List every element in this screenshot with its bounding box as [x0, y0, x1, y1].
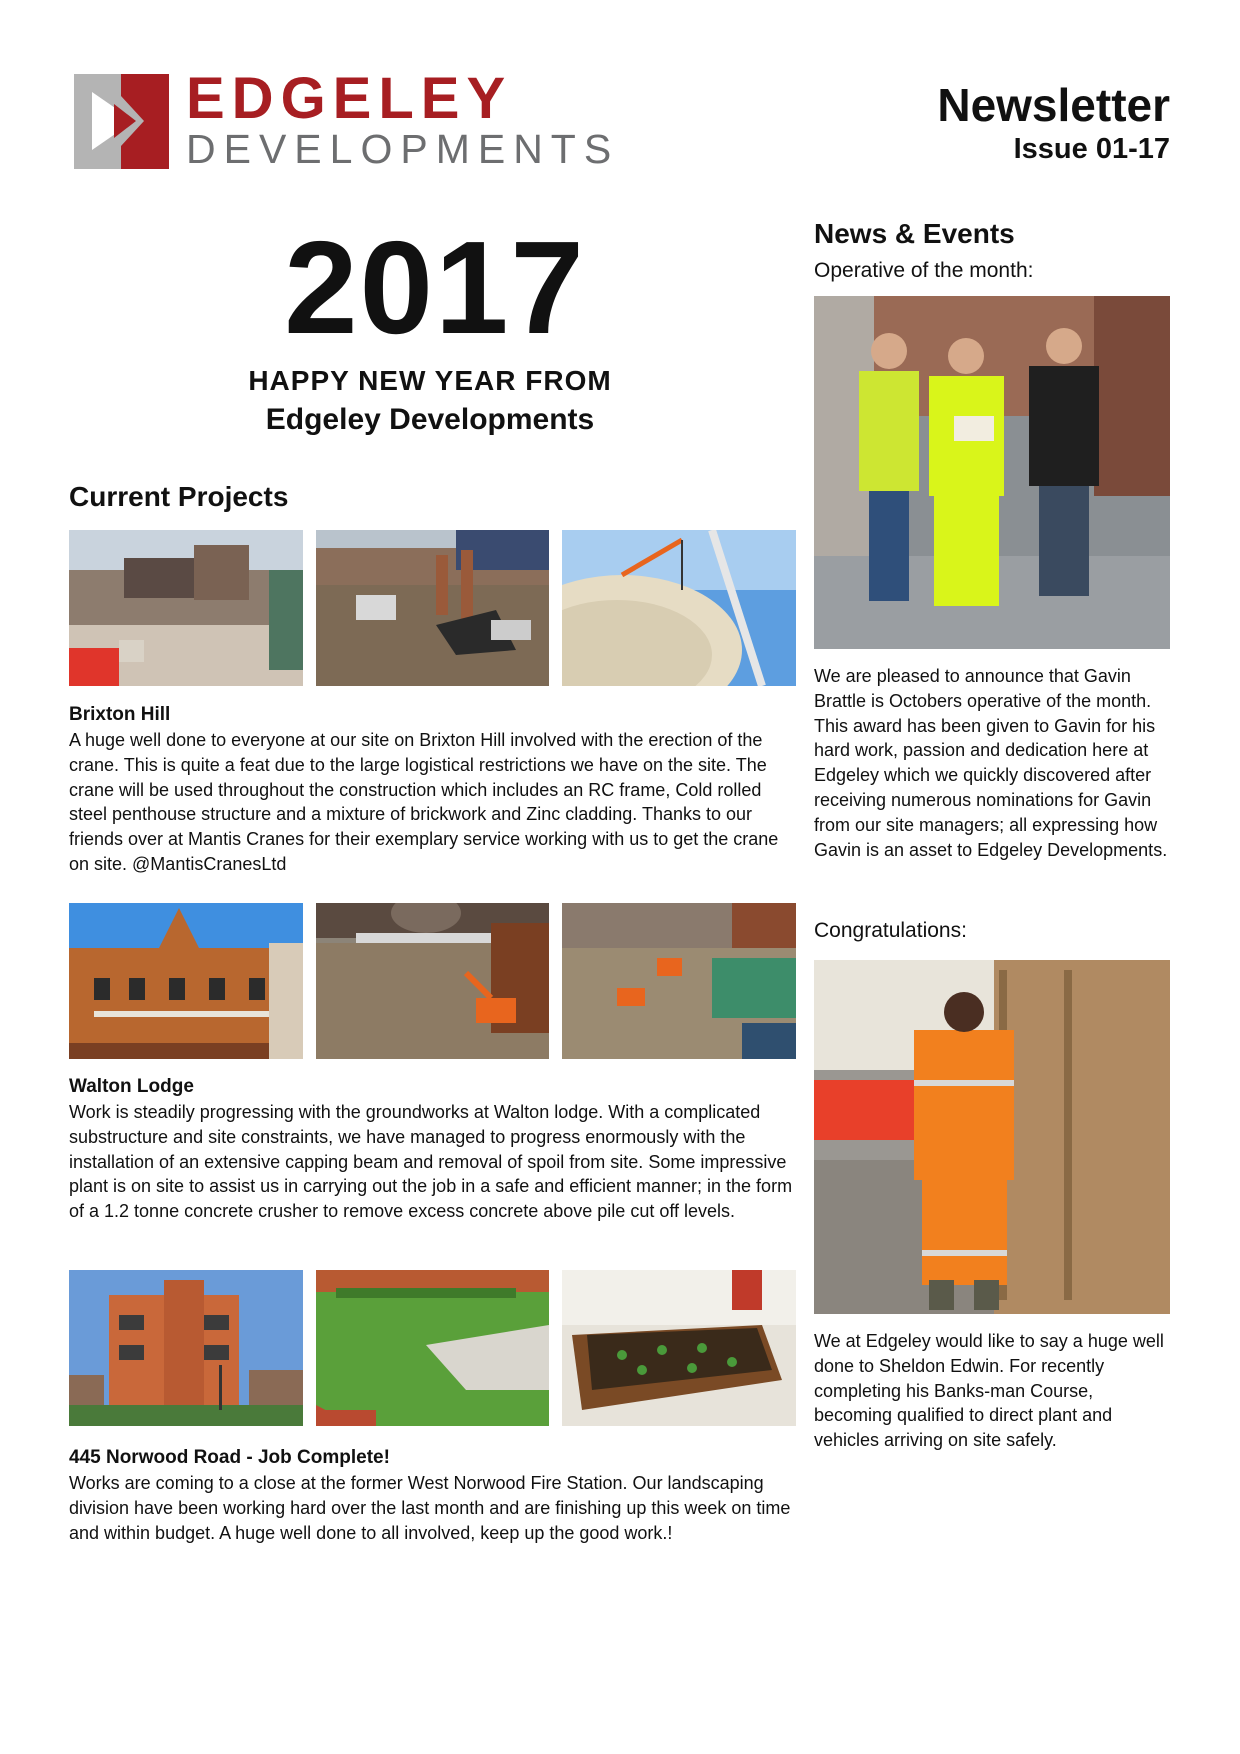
issue-number: Issue 01-17	[1013, 133, 1170, 165]
project-title-walton-lodge: Walton Lodge	[69, 1076, 194, 1097]
greeting-company: Edgeley Developments	[265, 403, 595, 436]
congratulations-heading: Congratulations:	[814, 919, 967, 942]
raised-planter-photo	[562, 1270, 796, 1426]
greeting-line: HAPPY NEW YEAR FROM	[248, 365, 612, 396]
brick-building-photo	[69, 903, 303, 1059]
construction-site-photo	[69, 530, 303, 686]
congratulations-text: We at Edgeley would like to say a huge well done to Sheldon Edwin. For recently completing his Banks-man Course, becoming qualified to direct plant and vehicles arriving on site safely.	[814, 1331, 1164, 1451]
excavator-photo	[316, 903, 549, 1059]
apartment-block-photo	[69, 1270, 303, 1426]
project-text-norwood-road: Works are coming to a close at the former West Norwood Fire Station. Our landscaping division have been working hard over the last month and are finishing up this week on time and within budget. A huge well done to all involved, keep up the good work.!	[69, 1473, 791, 1543]
lawn-photo	[316, 1270, 549, 1426]
operative-award-photo	[814, 296, 1170, 649]
operative-of-month-heading: Operative of the month:	[814, 259, 1034, 282]
logo-mark-icon	[74, 74, 169, 169]
operative-text: We are pleased to announce that Gavin Brattle is Octobers operative of the month. This award has been given to Gavin for his hard work, passion and dedication here at Edgeley which we quickly discovered after receiving numerous nominations for Gavin from our site managers; all expressing how Gavin is an asset to Edgeley Developments.	[814, 666, 1168, 860]
project-title-brixton-hill: Brixton Hill	[69, 704, 171, 725]
year-banner: 2017	[284, 214, 586, 361]
crane-photo	[562, 530, 796, 686]
logo-wordmark-edgeley: EDGELEY	[186, 66, 513, 131]
excavation-photo	[316, 530, 549, 686]
section-heading-current-projects: Current Projects	[69, 481, 289, 512]
company-logo	[74, 66, 620, 174]
project-text-walton-lodge: Work is steadily progressing with the groundworks at Walton lodge. With a complicated substructure and site constraints, we have managed to progress enormously with the installation of an extensive capping beam and removal of spoil from site. Some impressive plant is on site to assist us in carrying out the job in a safe and efficient manner; in the form of a 1.2 tonne concrete crusher to remove excess concrete above pile cut off levels.	[69, 1102, 793, 1222]
newsletter-title: Newsletter	[937, 79, 1170, 131]
project-title-norwood-road: 445 Norwood Road - Job Complete!	[69, 1447, 390, 1468]
banksman-photo	[814, 960, 1170, 1314]
logo-wordmark-developments: DEVELOPMENTS	[186, 126, 620, 172]
project-text-brixton-hill: A huge well done to everyone at our site on Brixton Hill involved with the erection of the crane. This is quite a feat due to the large logistical restrictions we have on the site. The crane will be used throughout the construction which includes an RC frame, Cold rolled steel penthouse structure and a mixture of brickwork and Zinc cladding. Thanks to our friends over at Mantis Cranes for their exemplary service working with us to get the crane on site. @MantisCranesLtd	[69, 730, 779, 874]
section-heading-news-events: News & Events	[814, 218, 1015, 249]
groundworks-photo	[562, 903, 796, 1059]
